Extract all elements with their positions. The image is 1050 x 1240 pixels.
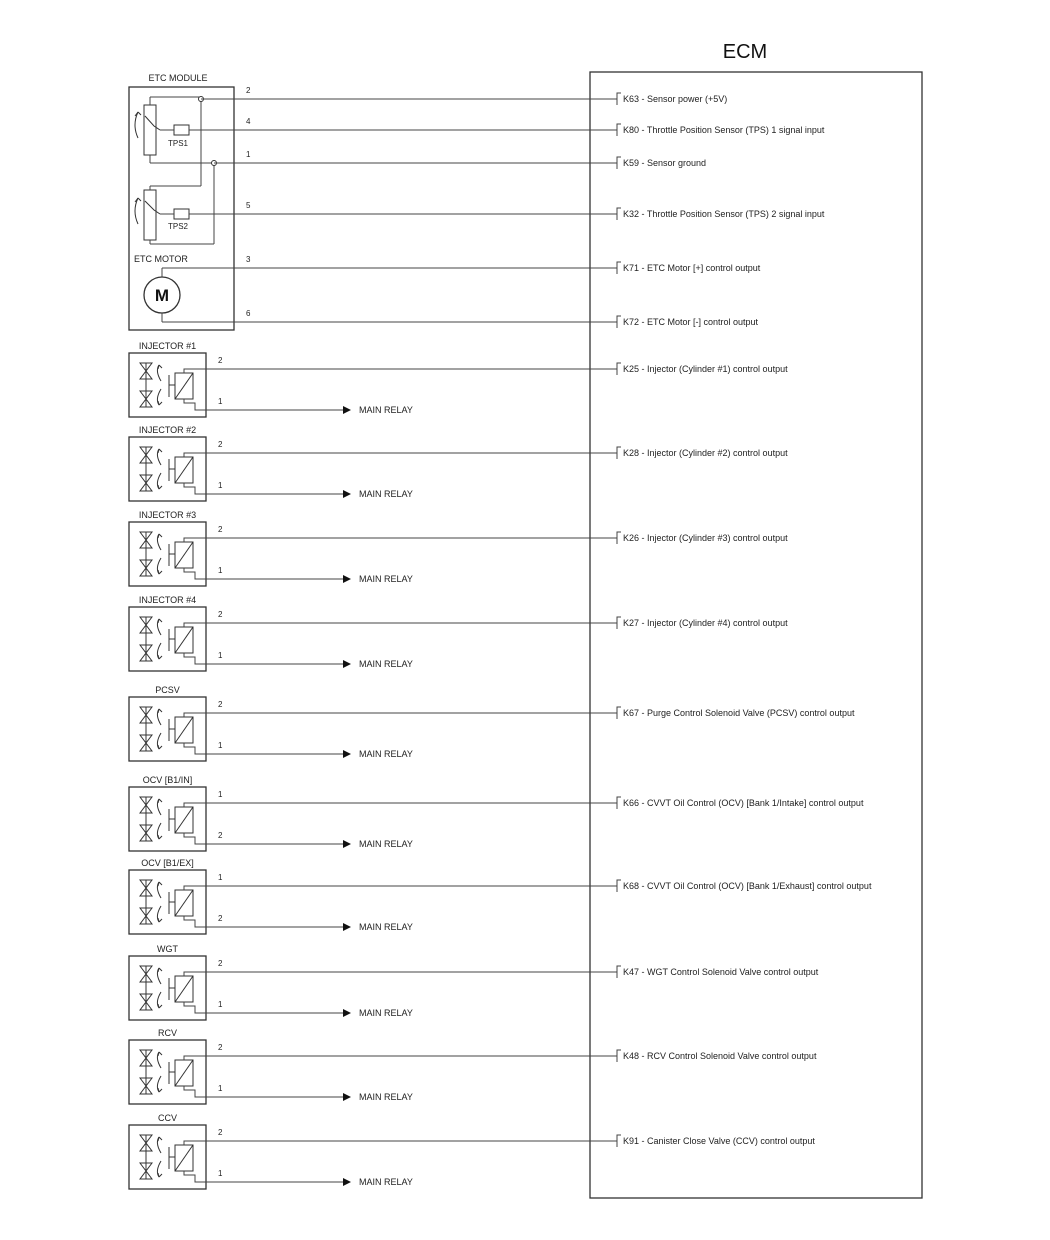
solenoid-component (129, 425, 788, 501)
wire-line (184, 1086, 350, 1097)
solenoid-component (129, 858, 872, 934)
wire-line (184, 833, 350, 844)
pin-number: 1 (218, 741, 223, 750)
components (129, 341, 872, 1189)
tps1-label: TPS1 (167, 139, 189, 148)
solenoid-valve-icon (140, 1135, 193, 1179)
solenoid-component (129, 775, 864, 851)
tps2-label: TPS2 (167, 222, 189, 231)
motor-symbol: M (154, 286, 170, 305)
ecm-pin-label: K80 - Throttle Position Sensor (TPS) 1 signal input (623, 125, 825, 135)
pin-number: 2 (218, 831, 223, 840)
ecm-connector-bracket (617, 880, 621, 892)
pin-number: 5 (246, 201, 251, 210)
wire-line (184, 623, 617, 627)
pin-number: 1 (218, 1169, 223, 1178)
solenoid-component (129, 685, 855, 761)
solenoid-component (129, 944, 819, 1020)
pin-number: 1 (218, 790, 223, 799)
tps2-sensor (135, 97, 214, 244)
ecm-connector-bracket (617, 208, 621, 220)
ecm-connector-bracket (617, 966, 621, 978)
wire-line (184, 1002, 350, 1013)
ecm-pin-label: K25 - Injector (Cylinder #1) control output (623, 364, 788, 374)
wire-line (184, 713, 617, 717)
wire-line (184, 453, 617, 457)
pin-number: 1 (218, 651, 223, 660)
solenoid-valve-icon (140, 363, 193, 407)
ecm-connector-bracket (617, 157, 621, 169)
pin-number: 1 (246, 150, 251, 159)
ecm-connector-bracket (617, 447, 621, 459)
wire-line (184, 803, 617, 807)
main-relay-label: MAIN RELAY (359, 1092, 413, 1102)
solenoid-component (129, 1028, 817, 1104)
pin-number: 2 (246, 86, 251, 95)
ecm-pin-label: K71 - ETC Motor [+] control output (623, 263, 761, 273)
etc-wire (162, 309, 759, 328)
pin-number: 2 (218, 914, 223, 923)
pin-number: 6 (246, 309, 251, 318)
main-relay-label: MAIN RELAY (359, 749, 413, 759)
solenoid-valve-icon (140, 1050, 193, 1094)
ecm-pin-label: K66 - CVVT Oil Control (OCV) [Bank 1/Intake] control output (623, 798, 864, 808)
wire-line (184, 653, 350, 664)
pin-number: 1 (218, 566, 223, 575)
etc-wire (189, 201, 825, 220)
pin-number: 4 (246, 117, 251, 126)
ecm-connector-bracket (617, 1135, 621, 1147)
wire-line (184, 483, 350, 494)
etc-motor-label: ETC MOTOR (134, 254, 188, 264)
wire-line (184, 1141, 617, 1145)
pin-number: 2 (218, 1043, 223, 1052)
wire-line (184, 538, 617, 542)
main-relay-label: MAIN RELAY (359, 922, 413, 932)
ecm-connector-bracket (617, 316, 621, 328)
ecm-pin-label: K72 - ETC Motor [-] control output (623, 317, 759, 327)
solenoid-valve-icon (140, 880, 193, 924)
wire-line (184, 568, 350, 579)
pin-number: 2 (218, 959, 223, 968)
wire-line (184, 972, 617, 976)
wire-line (184, 886, 617, 890)
etc-module-label: ETC MODULE (148, 73, 208, 83)
pin-number: 1 (218, 1000, 223, 1009)
wire-line (184, 1171, 350, 1182)
main-relay-label: MAIN RELAY (359, 1177, 413, 1187)
etc-wire (162, 255, 761, 274)
ecm-connector-bracket (617, 617, 621, 629)
wire-line (184, 1056, 617, 1060)
wire-line (184, 916, 350, 927)
solenoid-component (129, 510, 788, 586)
solenoid-valve-icon (140, 532, 193, 576)
ecm-title: ECM (722, 41, 768, 63)
pin-number: 2 (218, 700, 223, 709)
etc-wire (189, 117, 825, 136)
ecm-connector-bracket (617, 262, 621, 274)
pin-number: 1 (218, 397, 223, 406)
solenoid-valve-icon (140, 617, 193, 661)
main-relay-label: MAIN RELAY (359, 405, 413, 415)
component-label: CCV (157, 1113, 178, 1123)
solenoid-component (129, 595, 788, 671)
ecm-connector-bracket (617, 363, 621, 375)
main-relay-label: MAIN RELAY (359, 489, 413, 499)
pin-number: 1 (218, 873, 223, 882)
solenoid-valve-icon (140, 797, 193, 841)
ecm-connector-bracket (617, 797, 621, 809)
etc-wires (162, 86, 825, 328)
component-label: WGT (157, 944, 178, 954)
ecm-connector-bracket (617, 124, 621, 136)
solenoid-valve-icon (140, 447, 193, 491)
ecm-connector-bracket (617, 93, 621, 105)
main-relay-label: MAIN RELAY (359, 839, 413, 849)
pin-number: 2 (218, 1128, 223, 1137)
main-relay-label: MAIN RELAY (359, 1008, 413, 1018)
pin-number: 1 (218, 1084, 223, 1093)
ecm-pin-label: K68 - CVVT Oil Control (OCV) [Bank 1/Exhaust] control output (623, 881, 872, 891)
ecm-pin-label: K27 - Injector (Cylinder #4) control output (623, 618, 788, 628)
ecm-pin-label: K59 - Sensor ground (623, 158, 707, 168)
etc-wire (201, 86, 727, 105)
ecm-pin-label: K67 - Purge Control Solenoid Valve (PCSV) control output (623, 708, 855, 718)
ecm-box (590, 72, 922, 1198)
pin-number: 2 (218, 440, 223, 449)
wire-line (184, 399, 350, 410)
component-label: OCV [B1/EX] (141, 858, 194, 868)
main-relay-label: MAIN RELAY (359, 659, 413, 669)
pin-number: 3 (246, 255, 251, 264)
pin-number: 2 (218, 610, 223, 619)
component-label: INJECTOR #4 (138, 595, 197, 605)
pin-number: 2 (218, 356, 223, 365)
component-label: OCV [B1/IN] (142, 775, 193, 785)
pin-number: 1 (218, 481, 223, 490)
ecm-connector-bracket (617, 707, 621, 719)
ecm-pin-label: K28 - Injector (Cylinder #2) control output (623, 448, 788, 458)
solenoid-component (129, 341, 788, 417)
ecm-pin-label: K91 - Canister Close Valve (CCV) control output (623, 1136, 815, 1146)
wire-line (184, 369, 617, 373)
solenoid-valve-icon (140, 966, 193, 1010)
pin-number: 2 (218, 525, 223, 534)
component-label: INJECTOR #3 (138, 510, 197, 520)
ecm-pin-label: K63 - Sensor power (+5V) (623, 94, 728, 104)
ecm-pin-label: K48 - RCV Control Solenoid Valve control output (623, 1051, 817, 1061)
ecm-connector-bracket (617, 532, 621, 544)
component-label: INJECTOR #1 (138, 341, 197, 351)
ecm-pin-label: K47 - WGT Control Solenoid Valve control output (623, 967, 819, 977)
solenoid-valve-icon (140, 707, 193, 751)
etc-module (129, 73, 234, 330)
etc-wire (214, 150, 706, 169)
ecm-pin-label: K32 - Throttle Position Sensor (TPS) 2 signal input (623, 209, 825, 219)
component-label: INJECTOR #2 (138, 425, 197, 435)
ecm-connector-bracket (617, 1050, 621, 1062)
component-label: PCSV (155, 685, 180, 695)
ecm-pin-label: K26 - Injector (Cylinder #3) control output (623, 533, 788, 543)
solenoid-component (129, 1113, 815, 1189)
wire-line (184, 743, 350, 754)
main-relay-label: MAIN RELAY (359, 574, 413, 584)
component-label: RCV (157, 1028, 178, 1038)
